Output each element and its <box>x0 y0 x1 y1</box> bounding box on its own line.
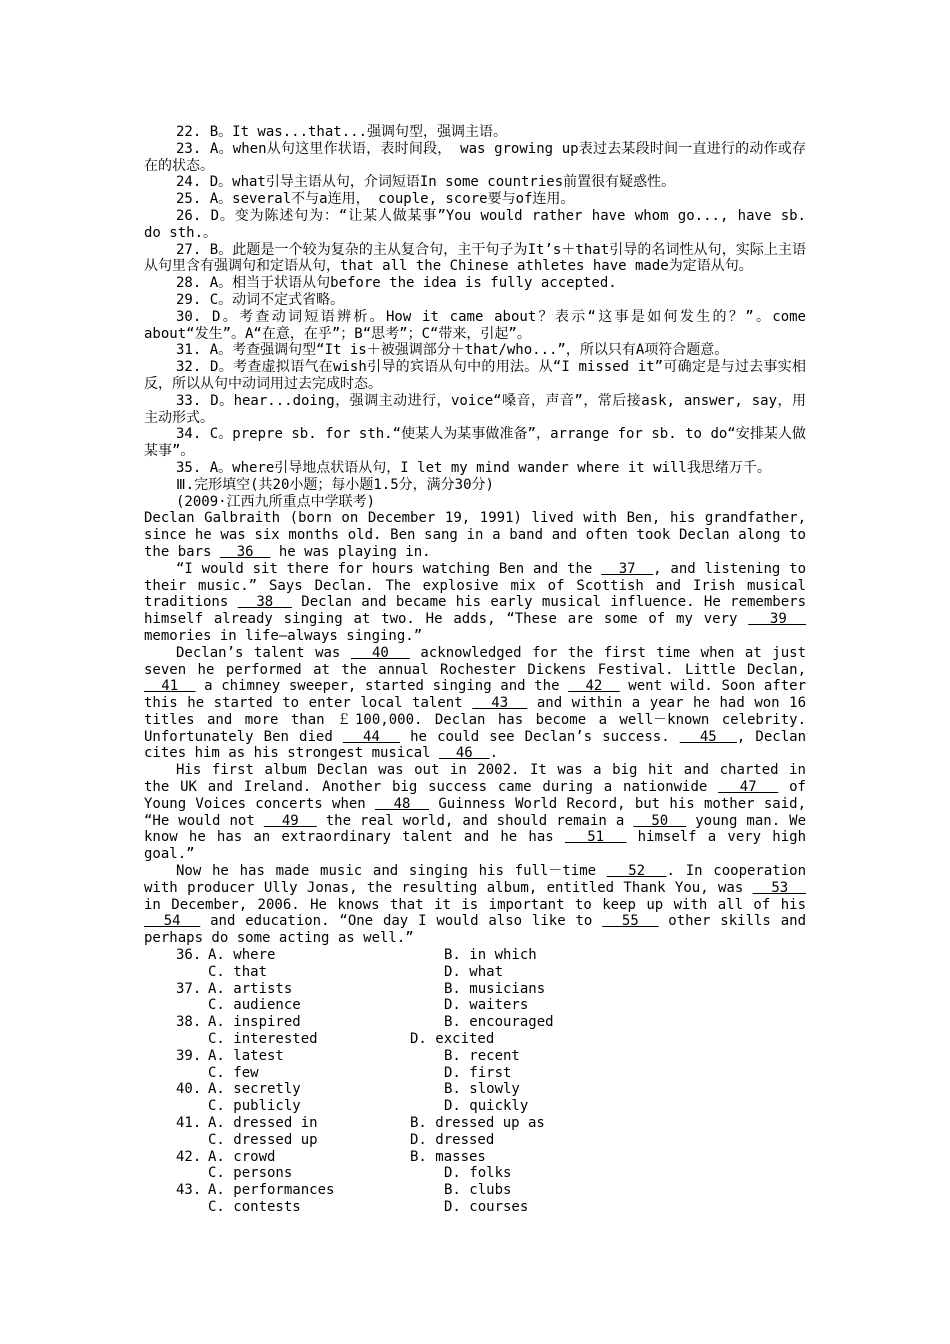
option-choice[interactable]: A. inspired <box>208 1014 301 1031</box>
passage-paragraph: Now he has made music and singing his full－time 52 . In cooperation with producer Ully Jonas, the resulting album, entitled Thank You, was 53 in December, 2006. He knows that it is important to keep up with all of his 54 and education. “One day I would also like to 55 other skills and perhaps do some acting as well.” <box>144 863 807 947</box>
option-row <box>144 1014 806 1031</box>
answer-explanations <box>144 124 806 477</box>
cloze-blank[interactable]: 45 <box>679 728 737 745</box>
question-number: 42. <box>176 1148 202 1165</box>
passage-paragraph: Declan’s talent was 40 acknowledged for the first time when at just seven he performed at the annual Rochester Dickens Festival. Little Declan, 41 a chimney sweeper, started singing and the 42 went wild. Soon after this he started to enter local talent 43 and within a year he had won 16 titles and more than ￡100,000. Declan has become a well－known celebrity. Unfortunately Ben died 44 he could see Declan’s success. 45 , Declan cites him as his strongest musical 46 . <box>144 644 807 762</box>
option-row <box>144 1182 806 1199</box>
option-row <box>144 947 806 964</box>
option-choice[interactable]: D. first <box>444 1064 512 1081</box>
answer-item: 22. B。It was...that...强调句型，强调主语。 <box>176 124 508 140</box>
option-choice[interactable]: C. publicly <box>208 1098 301 1115</box>
cloze-blank[interactable]: 44 <box>342 728 401 745</box>
answer-item: 35. A。where引导地点状语从句，I let my mind wander where it will我思绪万千。 <box>176 459 771 476</box>
option-choice[interactable]: C. dressed up <box>208 1131 318 1148</box>
cloze-blank[interactable]: 53 <box>752 879 806 896</box>
cloze-blank[interactable]: 41 <box>144 678 196 695</box>
option-row <box>144 1165 806 1182</box>
answer-item: 25. A。several不与a连用， couple, score要与of连用。 <box>176 191 575 208</box>
option-choice[interactable]: B. recent <box>444 1047 520 1064</box>
option-row <box>144 1115 806 1132</box>
option-choice[interactable]: D. excited <box>410 1031 495 1048</box>
question-number: 37. <box>176 980 202 997</box>
cloze-blank[interactable]: 42 <box>568 678 620 695</box>
cloze-blank[interactable]: 39 <box>748 611 806 628</box>
cloze-blank[interactable]: 48 <box>375 795 430 812</box>
option-choice[interactable]: B. slowly <box>444 1081 520 1098</box>
cloze-blank[interactable]: 36 <box>219 543 271 560</box>
option-row <box>144 1081 806 1098</box>
option-choice[interactable]: D. waiters <box>444 997 529 1014</box>
option-choice[interactable]: A. where <box>208 947 276 964</box>
option-row <box>144 1065 806 1082</box>
option-choice[interactable]: B. in which <box>444 947 537 964</box>
option-row <box>144 1098 806 1115</box>
cloze-blank[interactable]: 52 <box>606 863 667 880</box>
answer-item: 33. D。hear...doing，强调主动进行，voice“嗓音，声音”，常后接ask, answer, say，用主动形式。 <box>144 392 806 426</box>
option-choice[interactable]: A. performances <box>208 1182 335 1199</box>
option-row <box>144 1048 806 1065</box>
question-number: 43. <box>176 1182 202 1199</box>
option-choice[interactable]: D. courses <box>444 1199 529 1215</box>
option-choice[interactable]: A. dressed in <box>208 1115 318 1132</box>
cloze-blank[interactable]: 47 <box>718 779 779 796</box>
cloze-passage <box>144 510 806 947</box>
option-choice[interactable]: C. persons <box>208 1165 293 1182</box>
question-number: 39. <box>176 1047 202 1064</box>
option-choice[interactable]: D. folks <box>444 1165 512 1182</box>
answer-item: 28. A。相当于状语从句before the idea is fully accepted. <box>176 275 617 292</box>
answer-item: 30. D。考查动词短语辨析。How it came about？表示“这事是如何发生的？”。come about“发生”。A“在意，在乎”；B“思考”；C“带来，引起”。 <box>144 308 806 342</box>
cloze-blank[interactable]: 40 <box>350 644 410 661</box>
option-choice[interactable]: B. musicians <box>444 980 546 997</box>
answer-item: 31. A。考查强调句型“It is＋被强调部分＋that/who...”，所以只有A项符合题意。 <box>176 342 729 359</box>
cloze-blank[interactable]: 43 <box>472 695 528 712</box>
option-choice[interactable]: D. dressed <box>410 1131 495 1148</box>
answer-item: 32. D。考查虚拟语气在wish引导的宾语从句中的用法。从“I missed it”可确定是与过去事实相反，所以从句中动词用过去完成时态。 <box>144 359 806 392</box>
answer-item: 26. D。变为陈述句为：“让某人做某事”You would rather have whom go..., have sb. do sth.。 <box>144 207 806 241</box>
passage-paragraph: Declan Galbraith (born on December 19, 1991) lived with Ben, his grandfather, since he was six months old. Ben sang in a band and often took Declan along to the bars 36 he was playing in. <box>144 510 806 560</box>
option-choice[interactable]: B. dressed up as <box>410 1115 545 1132</box>
option-row <box>144 1199 806 1216</box>
document-page <box>144 124 806 1216</box>
option-row <box>144 981 806 998</box>
option-choice[interactable]: C. interested <box>208 1031 318 1048</box>
option-row <box>144 964 806 981</box>
option-choice[interactable]: C. that <box>208 963 268 980</box>
option-choice[interactable]: B. masses <box>410 1148 486 1165</box>
option-choice[interactable]: C. contests <box>208 1199 301 1215</box>
option-row <box>144 1149 806 1166</box>
option-row <box>144 1132 806 1149</box>
cloze-blank[interactable]: 54 <box>144 913 201 930</box>
answer-item: 29. C。动词不定式省略。 <box>176 291 345 308</box>
option-choice[interactable]: B. clubs <box>444 1182 512 1199</box>
passage-paragraph: “I would sit there for hours watching Ben and the 37 , and listening to their music.” Says Declan. The explosive mix of Scottish and Irish musical traditions 38 Declan and became his early musical influence. He remembers himself already singing at two. He adds, “These are some of my very 39 memories in life—always singing.” <box>144 560 806 644</box>
option-choice[interactable]: A. secretly <box>208 1081 301 1098</box>
answer-item: 24. D。what引导主语从句，介词短语In some countries前置很有疑惑性。 <box>176 174 676 191</box>
question-number: 38. <box>176 1014 202 1031</box>
cloze-blank[interactable]: 50 <box>633 812 687 829</box>
option-row <box>144 997 806 1014</box>
answer-item: 34. C。prepre sb. for sth.“使某人为某事做准备”，arrange for sb. to do“安排某人做某事”。 <box>144 426 806 460</box>
option-choice[interactable]: C. audience <box>208 997 301 1014</box>
cloze-blank[interactable]: 49 <box>263 812 317 829</box>
answer-options <box>144 947 806 1216</box>
option-choice[interactable]: B. encouraged <box>444 1014 554 1031</box>
question-number: 40. <box>176 1081 202 1098</box>
question-number: 36. <box>176 947 202 964</box>
cloze-blank[interactable]: 55 <box>602 913 659 930</box>
option-choice[interactable]: D. quickly <box>444 1098 529 1115</box>
cloze-blank[interactable]: 46 <box>439 745 490 762</box>
cloze-blank[interactable]: 37 <box>601 560 654 577</box>
section-title: Ⅲ.完形填空(共20小题；每小题1.5分，满分30分) <box>176 476 494 493</box>
option-choice[interactable]: D. what <box>444 963 504 980</box>
option-choice[interactable]: A. crowd <box>208 1148 276 1165</box>
cloze-blank[interactable]: 51 <box>564 829 627 846</box>
question-number: 41. <box>176 1115 202 1132</box>
answer-item: 27. B。此题是一个较为复杂的主从复合句，主干句子为It’s＋that引导的名词性从句，实际上主语从句里含有强调句和定语从句，that all the Chinese athletes have made为定语从句。 <box>144 241 806 275</box>
option-row <box>144 1031 806 1048</box>
option-choice[interactable]: C. few <box>208 1064 259 1081</box>
section-source: (2009·江西九所重点中学联考) <box>176 493 376 510</box>
cloze-blank[interactable]: 38 <box>237 594 292 611</box>
option-choice[interactable]: A. artists <box>208 980 293 997</box>
passage-paragraph: His first album Declan was out in 2002. It was a big hit and charted in the UK and Ireland. Another big success came during a nationwide 47 of Young Voices concerts when 48 Guinness World Record, but his mother said, “He would not 49 the real world, and should remain a 50 young man. We know he has an extraordinary talent and he has 51 himself a very high goal.” <box>144 762 807 863</box>
option-choice[interactable]: A. latest <box>208 1047 284 1064</box>
answer-item: 23. A。when从句这里作状语，表时间段， was growing up表过去某段时间一直进行的动作或存在的状态。 <box>144 140 806 174</box>
